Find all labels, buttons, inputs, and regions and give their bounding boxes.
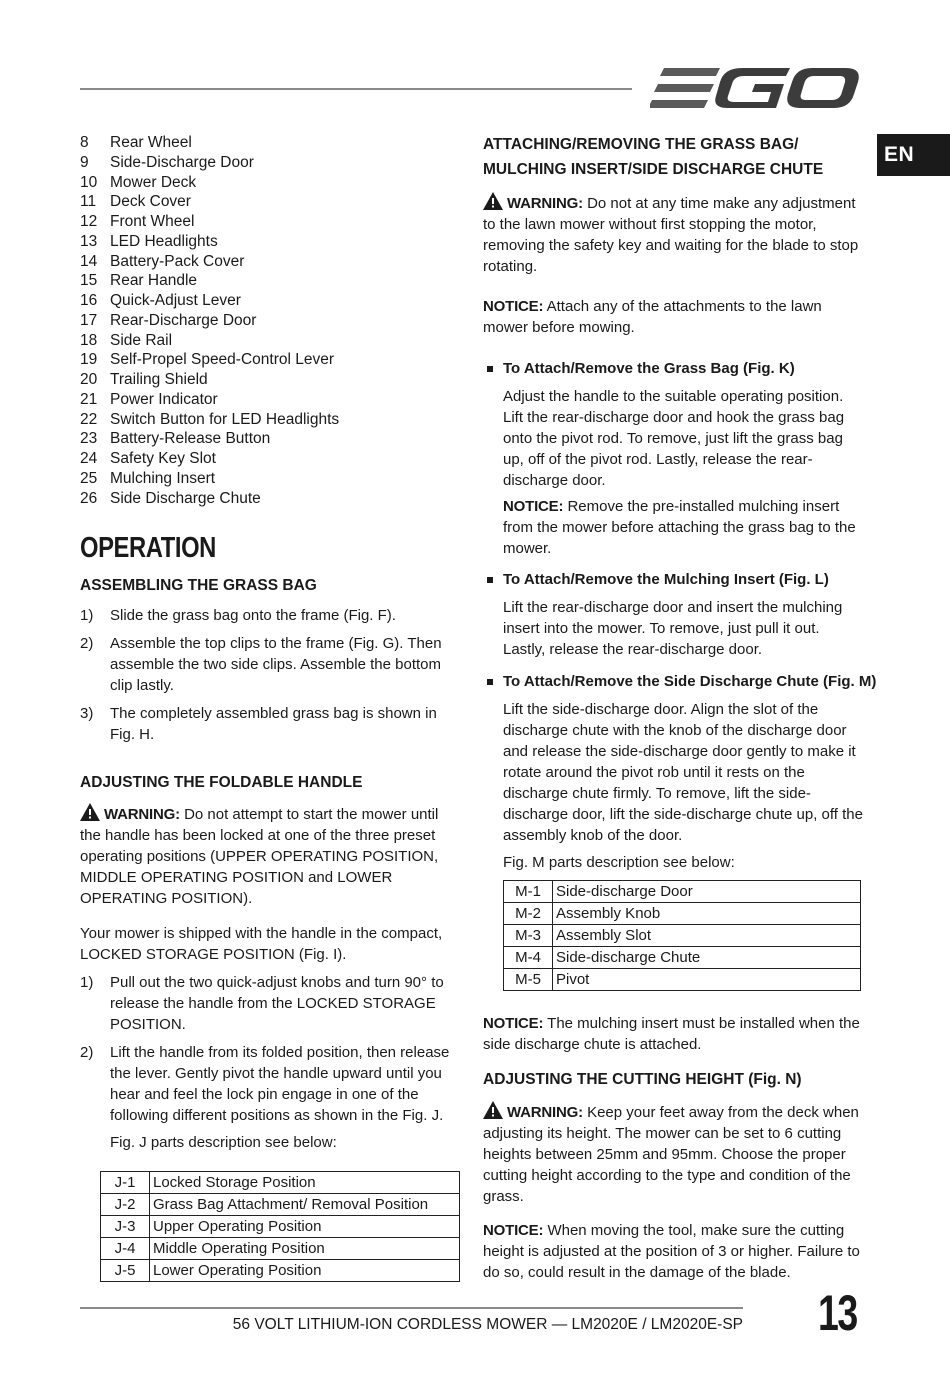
parts-list-item <box>80 153 462 173</box>
warning-text: Do not at any time make any adjustment to the lawn mower without first stopping the motor, removing the safety key and waiting for the blade to stop rotating. <box>483 195 859 275</box>
part-number: 24 <box>80 450 98 467</box>
part-description: Upper Operating Position <box>150 1216 460 1238</box>
part-label: Mower Deck <box>110 173 197 191</box>
notice-text: The mulching insert must be installed when the side discharge chute is attached. <box>483 1015 860 1053</box>
part-label: LED Headlights <box>110 232 218 250</box>
part-number: 11 <box>80 193 97 211</box>
part-description: Grass Bag Attachment/ Removal Position <box>150 1194 460 1216</box>
parts-list-item <box>80 271 462 291</box>
notice-label: NOTICE: <box>503 498 564 515</box>
part-label: Battery-Pack Cover <box>110 252 245 270</box>
table-row <box>504 881 861 903</box>
attach-heading-line2: MULCHING INSERT/SIDE DISCHARGE CHUTE <box>483 161 824 178</box>
parts-list-item <box>80 291 462 311</box>
part-number: 13 <box>80 232 98 250</box>
fig-j-note: Fig. J parts description see below: <box>110 1134 337 1152</box>
side-chute-text: Lift the side-discharge door. Align the slot of the discharge chute with the knob of the discharge door and release the side-discharge door gently to make it rotate around the pivot rob until it rests on the discharge chute firmly. To remove, lift the side-discharge door, lift the side-discharge chute up, off the assembly knob of the door. <box>503 701 863 844</box>
mulching-heading: To Attach/Remove the Mulching Insert (Fig. L) <box>503 571 829 588</box>
parts-list-item <box>80 232 462 252</box>
step-number: 2) <box>80 635 94 653</box>
part-number: 8 <box>80 134 89 151</box>
page-number: 13 <box>818 1285 857 1341</box>
part-number: 22 <box>80 410 98 428</box>
part-number: 10 <box>80 173 98 191</box>
part-number: 14 <box>80 252 98 270</box>
part-description: Locked Storage Position <box>150 1172 460 1194</box>
part-description: Side-discharge Door <box>553 881 861 903</box>
warning-icon <box>483 1101 503 1119</box>
parts-list-item <box>80 429 462 449</box>
table-row <box>101 1260 460 1282</box>
part-label: Rear Handle <box>110 272 198 290</box>
part-code: M-1 <box>504 881 553 903</box>
handle-intro: Your mower is shipped with the handle in the compact, LOCKED STORAGE POSITION (Fig. I). <box>80 925 443 964</box>
attach-warning <box>483 192 865 277</box>
grass-bag-attach-text: Adjust the handle to the suitable operating position. Lift the rear-discharge door and hook the grass bag onto the pivot rod. To remove, just lift the grass bag up, off of the pivot rod. Lastly, release the rear-discharge door. <box>503 388 845 489</box>
parts-list-item <box>80 449 462 469</box>
part-label: Side-Discharge Door <box>110 153 254 171</box>
step-text: Assemble the top clips to the frame (Fig. G). Then assemble the two side clips. Assemble the bottom clip lastly. <box>110 635 442 695</box>
part-number: 15 <box>80 272 98 290</box>
step-text: Lift the handle from its folded position, then release the lever. Gently pivot the handle upward until you hear and feel the lock pin engage in one of the following different positions as shown in the Fig. J. <box>110 1044 450 1125</box>
handle-steps <box>80 972 462 1126</box>
part-description: Middle Operating Position <box>150 1238 460 1260</box>
part-code: M-2 <box>504 903 553 925</box>
warning-label: WARNING: <box>507 1104 583 1121</box>
parts-list-item <box>80 469 462 489</box>
part-label: Side Rail <box>110 331 173 349</box>
part-number: 12 <box>80 213 98 230</box>
part-description: Pivot <box>553 969 861 991</box>
parts-list-item <box>80 252 462 272</box>
operation-title: OPERATION <box>80 532 216 565</box>
table-row <box>504 969 861 991</box>
step-number: 1) <box>80 974 94 992</box>
part-number: 19 <box>80 351 98 369</box>
side-chute-item <box>483 671 877 991</box>
warning-icon <box>80 803 100 821</box>
part-description: Assembly Knob <box>553 903 861 925</box>
bullet-icon <box>487 679 493 685</box>
parts-list-item <box>80 350 462 370</box>
notice-label: NOTICE: <box>483 298 544 315</box>
parts-list-item <box>80 370 462 390</box>
chute-notice <box>483 1013 865 1055</box>
step-item <box>80 972 462 1035</box>
part-label: Trailing Shield <box>110 371 208 388</box>
part-code: J-5 <box>101 1260 150 1282</box>
part-code: J-2 <box>101 1194 150 1216</box>
footer-product-title: 56 VOLT LITHIUM-ION CORDLESS MOWER — LM2020E / LM2020E-SP <box>232 1316 743 1333</box>
parts-list-item <box>80 410 462 430</box>
step-item <box>80 633 462 696</box>
step-text: The completely assembled grass bag is shown in Fig. H. <box>110 705 437 744</box>
table-row <box>504 947 861 969</box>
table-row <box>101 1172 460 1194</box>
parts-list-item <box>80 331 462 351</box>
grass-bag-attach-heading: To Attach/Remove the Grass Bag (Fig. K) <box>503 360 795 377</box>
step-number: 2) <box>80 1044 94 1062</box>
part-code: M-3 <box>504 925 553 947</box>
warning-text: Keep your feet away from the deck when adjusting its height. The mower can be set to 6 cutting heights between 25mm and 95mm. Choose the proper cutting height according to the type and condition of the grass. <box>483 1104 859 1205</box>
warning-text: Do not attempt to start the mower until the handle has been locked at one of the three preset operating positions (UPPER OPERATING POSITION, MIDDLE OPERATING POSITION and LOWER OPERATING POSITION). <box>80 806 439 908</box>
left-column <box>80 133 462 1282</box>
parts-list <box>80 133 462 508</box>
parts-list-item <box>80 133 462 153</box>
cutting-height-warning <box>483 1101 865 1207</box>
notice-label: NOTICE: <box>483 1015 544 1032</box>
cutting-height-heading: ADJUSTING THE CUTTING HEIGHT (Fig. N) <box>483 1071 802 1088</box>
part-label: Rear Wheel <box>110 134 192 151</box>
bullet-icon <box>487 366 493 372</box>
part-number: 26 <box>80 489 98 507</box>
table-row <box>101 1216 460 1238</box>
side-chute-heading: To Attach/Remove the Side Discharge Chute (Fig. M) <box>503 673 877 690</box>
step-item <box>80 1042 462 1126</box>
step-item <box>80 605 462 626</box>
notice-label: NOTICE: <box>483 1222 544 1239</box>
grass-bag-steps <box>80 605 462 745</box>
step-text: Pull out the two quick-adjust knobs and turn 90° to release the handle from the LOCKED STORAGE POSITION. <box>110 974 444 1034</box>
notice-text: Remove the pre-installed mulching insert from the mower before attaching the grass bag to the mower. <box>503 498 856 557</box>
part-number: 20 <box>80 371 98 388</box>
part-code: M-4 <box>504 947 553 969</box>
grass-bag-heading: ASSEMBLING THE GRASS BAG <box>80 577 317 595</box>
part-code: J-3 <box>101 1216 150 1238</box>
part-description: Assembly Slot <box>553 925 861 947</box>
table-row <box>504 903 861 925</box>
mulching-text: Lift the rear-discharge door and insert the mulching insert into the mower. To remove, just pull it out. Lastly, release the rear-discharge door. <box>503 599 843 658</box>
fig-m-table <box>503 880 861 991</box>
part-label: Switch Button for LED Headlights <box>110 410 340 428</box>
part-number: 9 <box>80 153 89 171</box>
grass-bag-item <box>483 358 865 559</box>
part-description: Side-discharge Chute <box>553 947 861 969</box>
handle-warning <box>80 803 462 909</box>
parts-list-item <box>80 192 462 212</box>
step-text: Slide the grass bag onto the frame (Fig. F). <box>110 607 396 625</box>
part-code: M-5 <box>504 969 553 991</box>
part-number: 17 <box>80 311 98 329</box>
step-number: 3) <box>80 705 94 723</box>
parts-list-item <box>80 390 462 410</box>
part-label: Safety Key Slot <box>110 450 216 467</box>
warning-icon <box>483 192 503 210</box>
part-label: Power Indicator <box>110 390 218 408</box>
part-description: Lower Operating Position <box>150 1260 460 1282</box>
grass-bag-notice <box>503 496 865 559</box>
table-row <box>101 1238 460 1260</box>
attach-notice <box>483 296 865 338</box>
part-label: Side Discharge Chute <box>110 489 261 507</box>
step-number: 1) <box>80 607 94 625</box>
mulching-item <box>483 569 865 660</box>
step-item <box>80 703 462 745</box>
parts-list-item <box>80 212 462 232</box>
notice-text: Attach any of the attachments to the lawn mower before mowing. <box>483 298 822 336</box>
table-row <box>504 925 861 947</box>
parts-list-item <box>80 311 462 331</box>
part-label: Front Wheel <box>110 213 195 230</box>
language-tab: EN <box>877 134 950 176</box>
fig-m-note: Fig. M parts description see below: <box>503 854 735 871</box>
attach-heading-line1: ATTACHING/REMOVING THE GRASS BAG/ <box>483 136 799 153</box>
notice-text: When moving the tool, make sure the cutting height is adjusted at the position of 3 or higher. Failure to do so, could result in the damage of the blade. <box>483 1222 860 1281</box>
part-label: Rear-Discharge Door <box>110 311 257 329</box>
part-label: Self-Propel Speed-Control Lever <box>110 351 335 369</box>
parts-list-item <box>80 173 462 193</box>
header-rule <box>80 88 632 90</box>
part-number: 21 <box>80 390 98 408</box>
part-label: Deck Cover <box>110 193 191 211</box>
handle-heading: ADJUSTING THE FOLDABLE HANDLE <box>80 774 363 792</box>
footer-rule <box>80 1307 743 1309</box>
part-label: Mulching Insert <box>110 469 216 487</box>
part-number: 18 <box>80 331 98 349</box>
warning-label: WARNING: <box>507 195 583 212</box>
right-column <box>483 133 877 1283</box>
ego-logo <box>650 62 862 114</box>
part-code: J-1 <box>101 1172 150 1194</box>
parts-list-item <box>80 489 462 509</box>
cutting-height-notice <box>483 1220 865 1283</box>
part-label: Quick-Adjust Lever <box>110 292 241 309</box>
part-number: 16 <box>80 292 98 309</box>
part-number: 23 <box>80 430 98 448</box>
part-number: 25 <box>80 469 98 487</box>
part-code: J-4 <box>101 1238 150 1260</box>
table-row <box>101 1194 460 1216</box>
fig-j-table <box>100 1171 460 1282</box>
bullet-icon <box>487 577 493 583</box>
warning-label: WARNING: <box>104 806 180 824</box>
part-label: Battery-Release Button <box>110 430 271 448</box>
